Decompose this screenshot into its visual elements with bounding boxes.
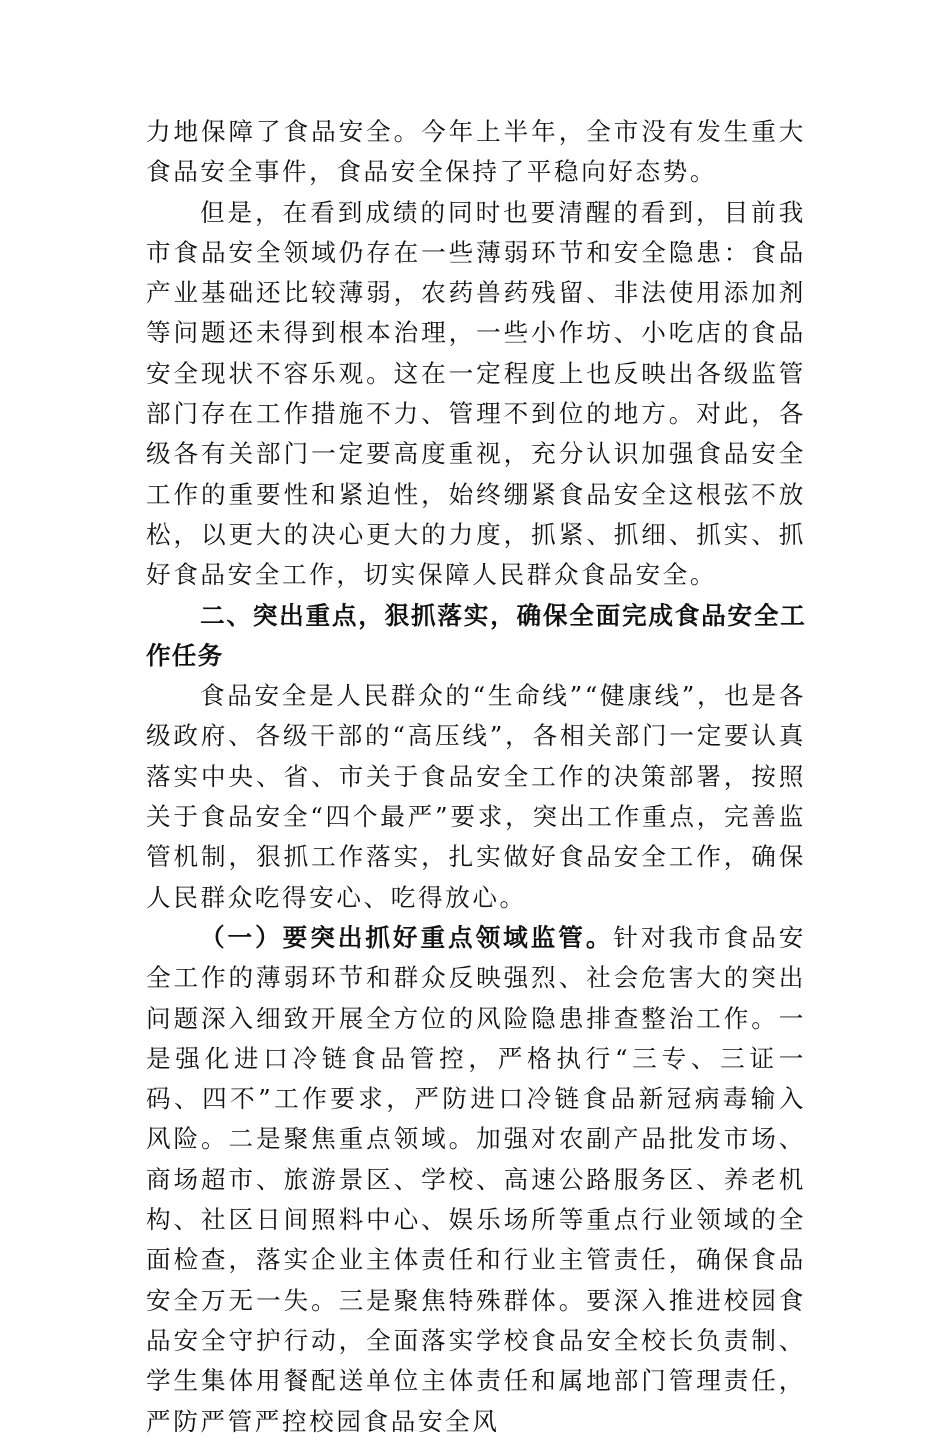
document-page <box>146 112 806 1442</box>
subsection-lead: （一）要突出抓好重点领域监管。 <box>200 922 614 952</box>
section-heading: 二、突出重点，狠抓落实，确保全面完成食品安全工作任务 <box>146 600 806 670</box>
subsection-body: 针对我市食品安全工作的薄弱环节和群众反映强烈、社会危害大的突出问题深入细致开展全方位的风险隐患排查整治工作。一是强化进口冷链食品管控，严格执行“三专、三证一码、四不”工作要求，严防进口冷链食品新冠病毒输入风险。二是聚焦重点领域。加强对农副产品批发市场、商场超市、旅游景区、学校、高速公路服务区、养老机构、社区日间照料中心、娱乐场所等重点行业领域的全面检查，落实企业主体责任和行业主管责任，确保食品安全万无一失。三是聚焦特殊群体。要深入推进校园食品安全守护行动，全面落实学校食品安全校长负责制、学生集体用餐配送单位主体责任和属地部门管理责任，严防严管严控校园食品安全风 <box>146 922 806 1436</box>
paragraph-key-areas <box>146 918 806 1442</box>
paragraph-continuation: 力地保障了食品安全。今年上半年，全市没有发生重大食品安全事件，食品安全保持了平稳向好态势。 <box>146 117 806 187</box>
paragraph-lifeline: 食品安全是人民群众的“生命线”“健康线”，也是各级政府、各级干部的“高压线”，各相关部门一定要认真落实中央、省、市关于食品安全工作的决策部署，按照关于食品安全“四个最严”要求，突出工作重点，完善监管机制，狠抓工作落实，扎实做好食品安全工作，确保人民群众吃得安心、吃得放心。 <box>146 681 806 912</box>
paragraph-weaknesses: 但是，在看到成绩的同时也要清醒的看到，目前我市食品安全领域仍存在一些薄弱环节和安全隐患：食品产业基础还比较薄弱，农药兽药残留、非法使用添加剂等问题还未得到根本治理，一些小作坊、小吃店的食品安全现状不容乐观。这在一定程度上也反映出各级监管部门存在工作措施不力、管理不到位的地方。对此，各级各有关部门一定要高度重视，充分认识加强食品安全工作的重要性和紧迫性，始终绷紧食品安全这根弦不放松，以更大的决心更大的力度，抓紧、抓细、抓实、抓好食品安全工作，切实保障人民群众食品安全。 <box>146 197 806 590</box>
